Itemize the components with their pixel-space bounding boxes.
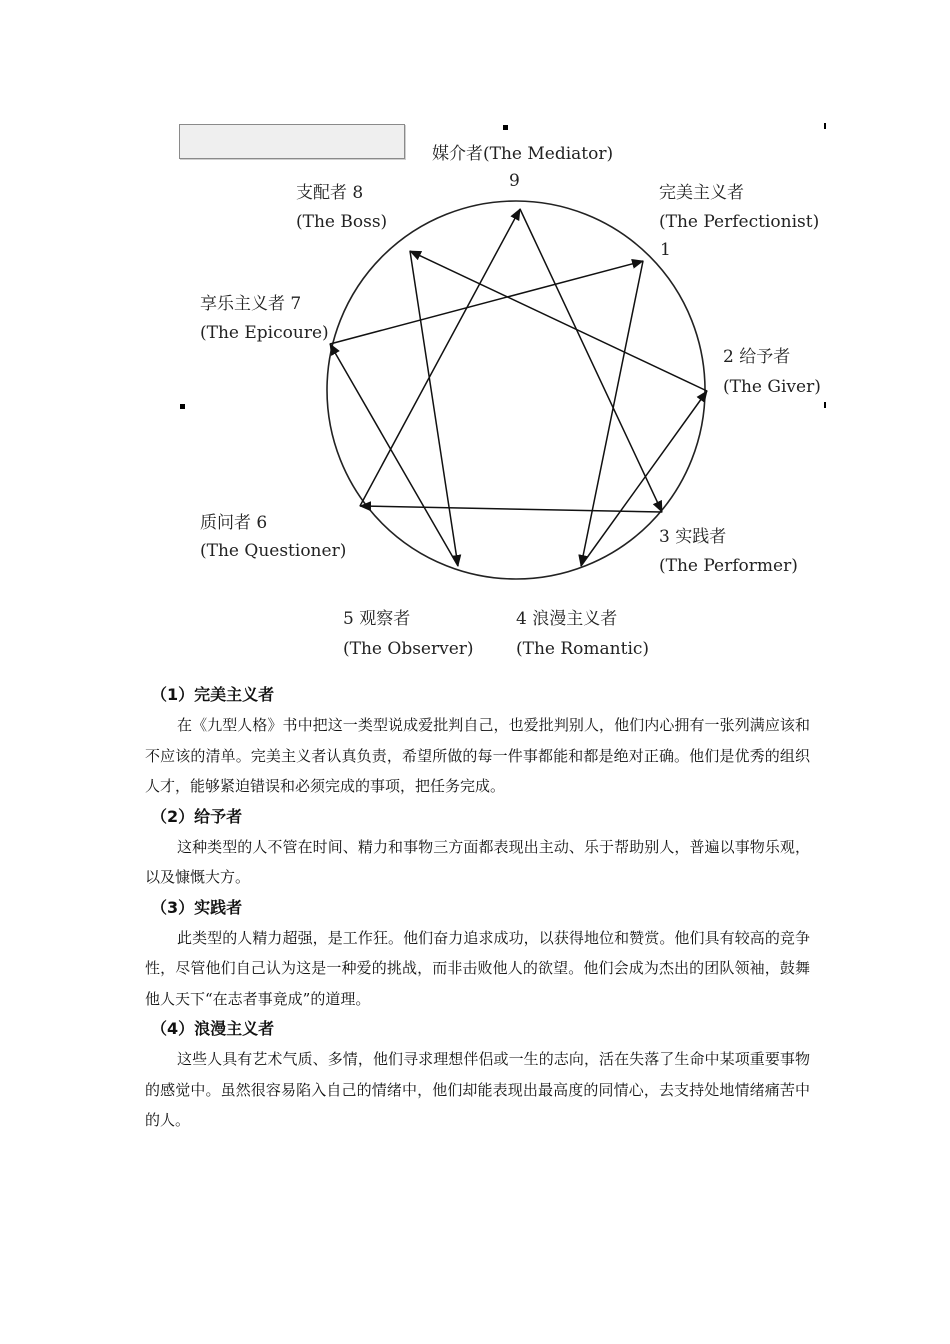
node-6-en-label: (The Questioner) xyxy=(200,541,347,561)
node-5-label: 5 观察者 xyxy=(343,609,411,629)
arrow-6-to-9 xyxy=(360,209,520,506)
node-7-label: 享乐主义者 7 xyxy=(200,294,302,314)
section-4-paragraph: 这些人具有艺术气质、多情，他们寻求理想伴侣或一生的志向，活在失落了生命中某项重要事物的感觉中。虽然很容易陷入自己的情绪中，他们却能表现出最高度的同情心，去支持处地情绪痛苦中的人。 xyxy=(145,1050,810,1129)
node-1-en-label: (The Perfectionist) xyxy=(659,212,820,232)
arrow-8-to-5 xyxy=(410,251,458,566)
arrow-3-to-6 xyxy=(360,506,662,512)
section-3-heading: （3）实践者 xyxy=(151,897,243,917)
node-2-en-label: (The Giver) xyxy=(723,377,821,397)
node-3-label: 3 实践者 xyxy=(659,527,727,547)
node-7-en-label: (The Epicoure) xyxy=(200,323,329,343)
document-body xyxy=(145,680,810,1136)
arrow-2-to-8 xyxy=(410,251,707,391)
section-2-paragraph: 这种类型的人不管在时间、精力和事物三方面都表现出主动、乐于帮助别人，普遍以事物乐观，以及慷慨大方。 xyxy=(145,837,810,886)
node-5-en-label: (The Observer) xyxy=(343,639,474,659)
node-1-cn-label: 完美主义者 xyxy=(659,183,744,203)
arrow-7-to-1 xyxy=(330,261,643,344)
node-2-label: 2 给予者 xyxy=(723,347,791,367)
node-8-en-label: (The Boss) xyxy=(296,212,388,232)
section-4-heading: （4）浪漫主义者 xyxy=(151,1019,275,1038)
section-1-paragraph: 在《九型人格》书中把这一类型说成爱批判自己，也爱批判别人，他们内心拥有一张列满应该和不应该的清单。完美主义者认真负责，希望所做的每一件事都能和都是绝对正确。他们是优秀的组织人才，能够紧迫错误和必须完成的事项，把任务完成。 xyxy=(145,716,810,795)
node-1-number: 1 xyxy=(660,240,671,260)
section-1-heading: （1）完美主义者 xyxy=(151,685,275,704)
node-8-label: 支配者 8 xyxy=(296,183,364,203)
node-4-label: 4 浪漫主义者 xyxy=(516,609,618,629)
enneagram-circle xyxy=(327,201,705,579)
enneagram-figure xyxy=(170,115,835,670)
node-4-en-label: (The Romantic) xyxy=(516,639,650,659)
node-3-en-label: (The Performer) xyxy=(659,556,798,576)
node-9-number: 9 xyxy=(509,171,520,191)
arrow-5-to-7 xyxy=(330,344,458,566)
section-2-heading: （2）给予者 xyxy=(151,806,243,826)
node-6-label: 质问者 6 xyxy=(200,513,268,533)
arrow-1-to-4 xyxy=(581,261,643,566)
section-3-paragraph: 此类型的人精力超强，是工作狂。他们奋力追求成功，以获得地位和赞赏。他们具有较高的竞争性，尽管他们自己认为这是一种爱的挑战，而非击败他人的欲望。他们会成为杰出的团队领袖，鼓舞他人天下“在志者事竟成”的道理。 xyxy=(145,928,810,1008)
node-9-label: 媒介者(The Mediator) xyxy=(432,144,614,164)
